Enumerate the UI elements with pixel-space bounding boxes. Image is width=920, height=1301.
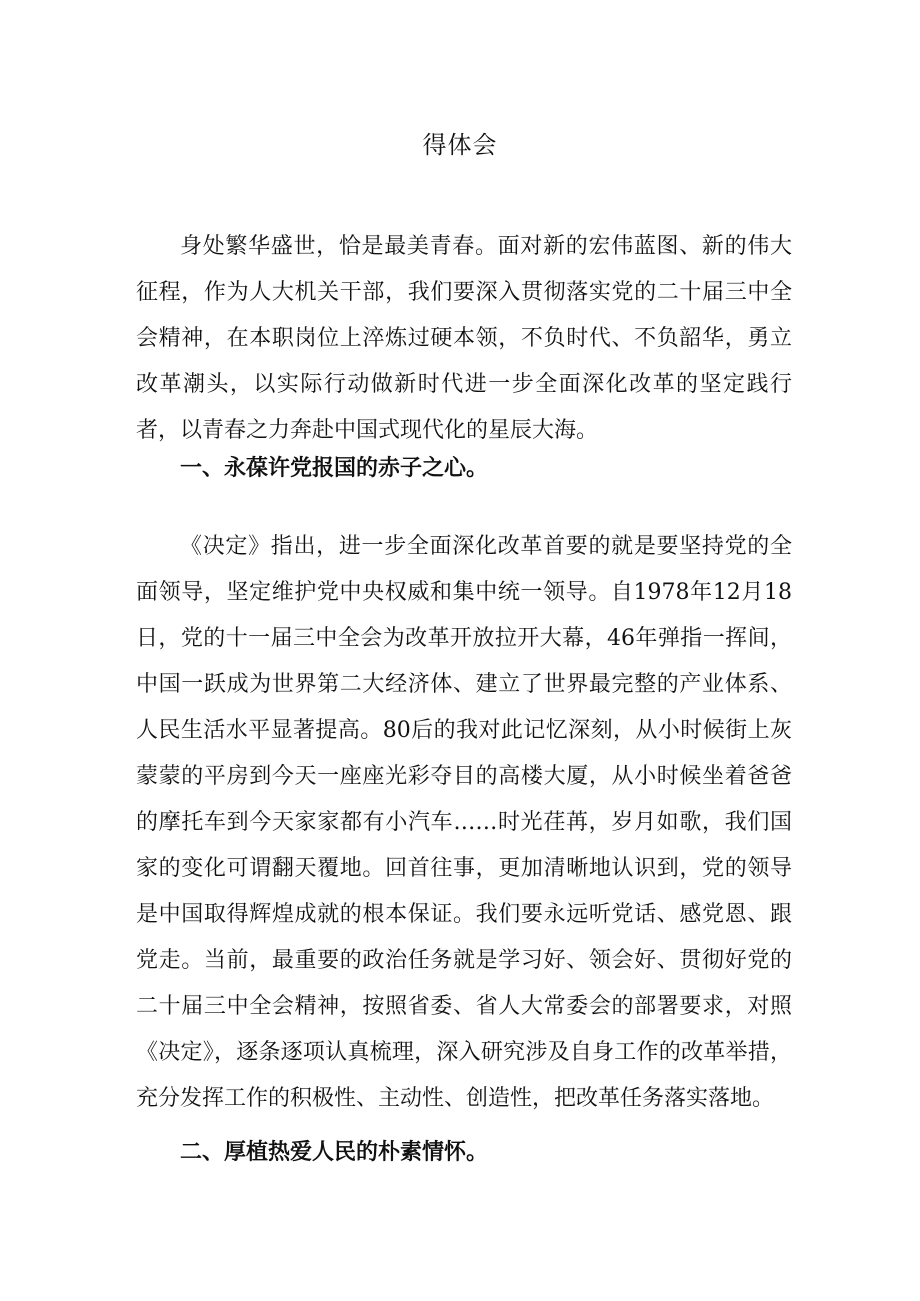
section-heading-2: 二、厚植热爱人民的朴素情怀。 — [180, 1140, 489, 1165]
paragraph-section-1: 《决定》指出，进一步全面深化改革首要的就是要坚持党的全面领导，坚定维护党中央权威和集中统一领导。自1978年12月18日，党的十一届三中全会为改革开放拉开大幕，46年弹指一挥间，中国一跃成为世界第二大经济体、建立了世界最完整的产业体系、人民生活水平显著提高。80后的我对此记忆深刻，从小时候街上灰蒙蒙的平房到今天一座座光彩夺目的高楼大厦，从小时候坐着爸爸的摩托车到今天家家都有小汽车……时光荏苒，岁月如歌，我们国家的变化可谓翻天覆地。回首往事，更加清晰地认识到，党的领导是中国取得辉煌成就的根本保证。我们要永远听党话、感党恩、跟党走。当前，最重要的政治任务就是学习好、领会好、贯彻好党的二十届三中全会精神，按照省委、省人大常委会的部署要求，对照《决定》，逐条逐项认真梳理，深入研究涉及自身工作的改革举措，充分发挥工作的积极性、主动性、创造性，把改革任务落实落地。 — [136, 534, 792, 1111]
section-heading-1: 一、永葆许党报国的赤子之心。 — [180, 456, 489, 481]
document-title: 得体会 — [422, 131, 498, 159]
paragraph-intro: 身处繁华盛世，恰是最美青春。面对新的宏伟蓝图、新的伟大征程，作为人大机关干部，我们要深入贯彻落实党的二十届三中全会精神，在本职岗位上淬炼过硬本领，不负时代、不负韶华，勇立改革潮头，以实际行动做新时代进一步全面深化改革的坚定践行者，以青春之力奔赴中国式现代化的星辰大海。 — [136, 234, 792, 443]
